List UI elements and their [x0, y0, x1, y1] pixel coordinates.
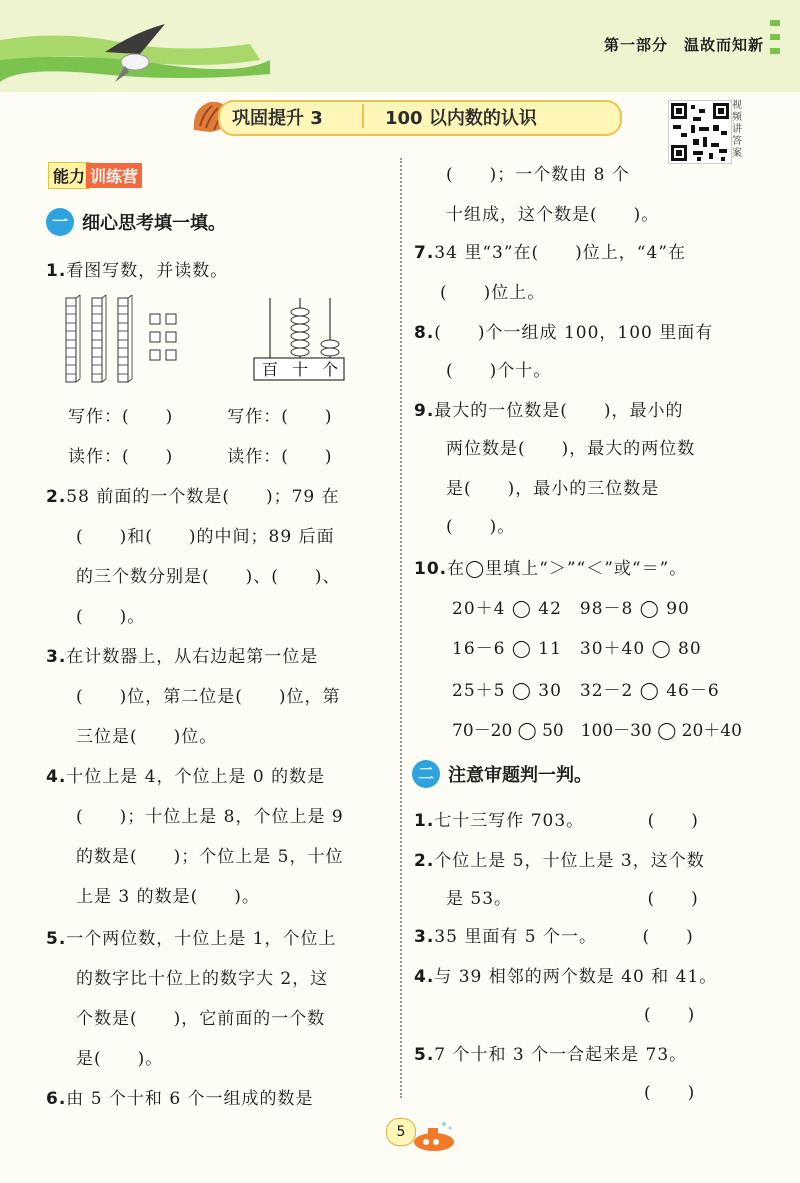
- judge-line: 5.7 个十和 3 个一合起来是 73。: [414, 1045, 688, 1065]
- question-line: ( )；一个数由 8 个: [446, 165, 630, 185]
- qr-code-icon[interactable]: [668, 100, 732, 164]
- comparison-row: 20＋4 ◯ 42 98－8 ◯ 90: [452, 599, 690, 619]
- corner-decoration: [766, 20, 786, 70]
- judge-line: 是 53。 ( ): [446, 889, 699, 909]
- title-topic: 100 以内数的认识: [385, 108, 537, 129]
- judge-line: 2.个位上是 5，十位上是 3，这个数: [414, 851, 705, 871]
- seagull-icon: [95, 22, 185, 92]
- submarine-icon: [410, 1120, 460, 1154]
- judge-line: 1.七十三写作 703。 ( ): [414, 811, 699, 831]
- question-line: 个数是( )，它前面的一个数: [76, 1009, 326, 1029]
- question-line: 8.( )个一组成 100，100 里面有: [414, 323, 714, 343]
- question-line: ( )位上。: [440, 283, 546, 303]
- question-line: 的数是( )；个位上是 5，十位: [76, 847, 344, 867]
- question-line: ( )和( )的中间；89 后面: [76, 527, 335, 547]
- title-divider: [362, 104, 364, 128]
- abacus-label-ones: 个: [322, 360, 339, 379]
- comparison-row: 25＋5 ◯ 30 32－2 ◯ 46－6: [452, 681, 720, 701]
- answer-line-write: 写作：( ) 写作：( ): [68, 407, 333, 427]
- comparison-row: 16－6 ◯ 11 30＋40 ◯ 80: [452, 639, 702, 659]
- question-line: 2.58 前面的一个数是( )；79 在: [46, 487, 340, 507]
- abacus-figure: [252, 294, 348, 386]
- page-number: 5: [386, 1118, 416, 1146]
- lesson-title: [190, 96, 620, 142]
- title-lesson-number: 巩固提升 3: [232, 108, 323, 129]
- section-two-heading: 二 注意审题判一判。: [412, 760, 592, 788]
- column-divider: [400, 158, 402, 1098]
- tens-rods-and-cubes-figure: [62, 294, 202, 386]
- question-line: 的三个数分别是( )、( )、: [76, 567, 341, 587]
- question-line: ( )。: [76, 607, 146, 627]
- abacus-label-hundreds: 百: [262, 360, 279, 379]
- question-line: 十组成，这个数是( )。: [446, 205, 660, 225]
- question-line: ( )。: [446, 517, 516, 537]
- question-line: 4.十位上是 4，个位上是 0 的数是: [46, 767, 326, 787]
- abacus-label-tens: 十: [292, 360, 309, 379]
- question-line: 三位是( )位。: [76, 727, 218, 747]
- question-line: 9.最大的一位数是( )，最小的: [414, 401, 684, 421]
- answer-line-read: 读作：( ) 读作：( ): [68, 447, 333, 467]
- question-line: 7.34 里“3”在( )位上，“4”在: [414, 243, 686, 263]
- question-line: 10.在◯里填上“＞”“＜”或“＝”。: [414, 559, 688, 579]
- ability-camp-badge: 能力 训练营: [48, 162, 142, 186]
- question-line: 两位数是( )，最大的两位数: [446, 439, 696, 459]
- question-line: ( )个十。: [446, 361, 552, 381]
- question-line: 上是 3 的数是( )。: [76, 887, 260, 907]
- question-line: ( )；十位上是 8，个位上是 9: [76, 807, 344, 827]
- question-line: 1.看图写数，并读数。: [46, 261, 229, 281]
- question-line: 的数字比十位上的数字大 2，这: [76, 969, 329, 989]
- section-one-heading: 一 细心思考填一填。: [46, 208, 226, 236]
- judge-line: ( ): [446, 1083, 696, 1103]
- question-line: ( )位，第二位是( )位，第: [76, 687, 341, 707]
- question-line: 3.在计数器上，从右边起第一位是: [46, 647, 319, 667]
- question-line: 是( )，最小的三位数是: [446, 479, 660, 499]
- qr-label: 视 频 讲 答 案: [732, 100, 742, 159]
- comparison-row: 70－20 ◯ 50 100－30 ◯ 20＋40: [452, 721, 742, 741]
- question-line: 6.由 5 个十和 6 个一组成的数是: [46, 1089, 314, 1109]
- judge-line: ( ): [446, 1005, 696, 1025]
- judge-line: 4.与 39 相邻的两个数是 40 和 41。: [414, 967, 718, 987]
- question-line: 5.一个两位数，十位上是 1，个位上: [46, 929, 337, 949]
- header-section-label: 第一部分 温故而知新: [603, 36, 764, 54]
- question-line: 是( )。: [76, 1049, 164, 1069]
- judge-line: 3.35 里面有 5 个一。 ( ): [414, 927, 694, 947]
